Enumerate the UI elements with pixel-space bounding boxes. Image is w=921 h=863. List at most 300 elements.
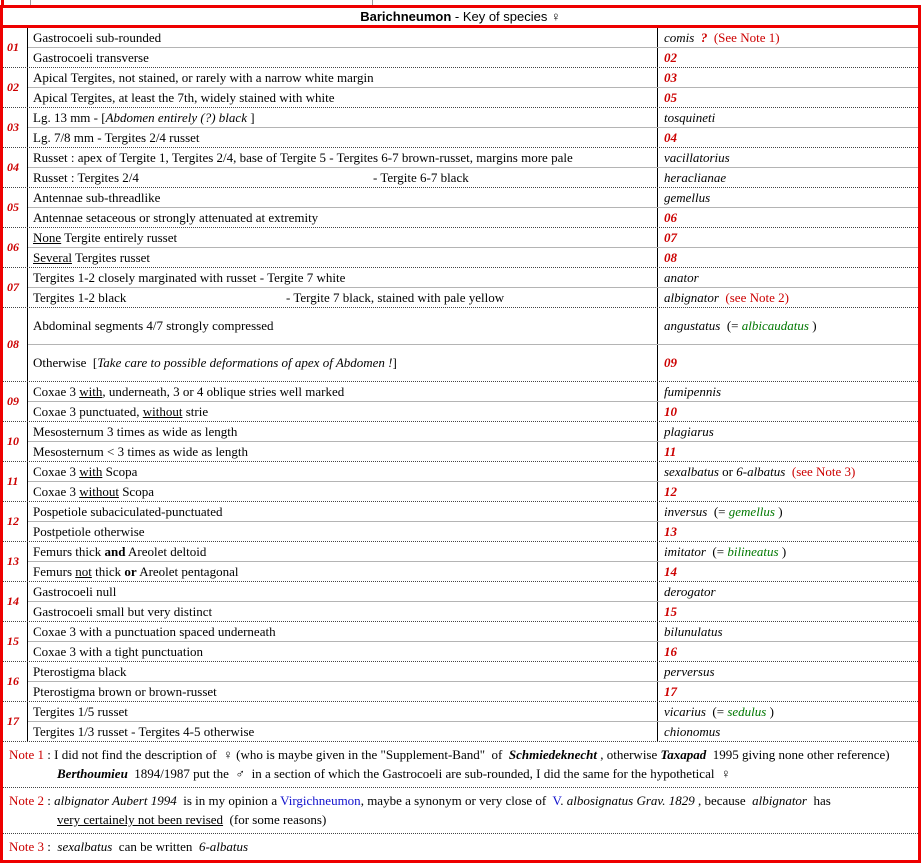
text-segment: albignator Aubert 1994: [54, 793, 177, 808]
text-segment: Russet : apex of Tergite 1, Tergites 2/4, base of Tergite 5 - Tergites 6-7 brown-russet, margins more pale: [33, 149, 573, 165]
key-row: [28, 641, 918, 661]
row-result: [658, 108, 918, 127]
text-segment: tosquineti: [664, 109, 716, 125]
text-segment: :: [44, 839, 58, 854]
couplet-number: 08: [3, 308, 28, 381]
key-couplet: [3, 622, 918, 662]
key-couplet: [3, 228, 918, 268]
text-segment: Gastrocoeli sub-rounded: [33, 29, 162, 45]
text-segment: Gastrocoeli null: [33, 583, 117, 599]
couplet-rows: [28, 622, 918, 661]
text-segment: 09: [664, 355, 677, 370]
text-segment: ): [766, 703, 774, 719]
key-couplet: [3, 108, 918, 148]
text-segment: bilineatus: [727, 543, 779, 559]
text-segment: 6-albatus: [736, 463, 786, 479]
text-segment: 02: [664, 49, 677, 65]
row-description: [28, 288, 658, 307]
text-segment: 08: [664, 249, 677, 265]
row-result: [658, 682, 918, 701]
text-segment: 05: [664, 89, 677, 105]
row-result: [658, 462, 918, 481]
genus-name: Barichneumon: [360, 9, 452, 24]
text-segment: Scopa: [102, 463, 138, 479]
key-row: [28, 622, 918, 641]
row-description: [28, 208, 658, 227]
row-result: [658, 68, 918, 87]
text-segment: or: [718, 463, 737, 479]
description-part-1: [33, 170, 373, 186]
couplet-number: 04: [3, 148, 28, 187]
text-segment: 13: [664, 523, 677, 539]
key-row: [28, 422, 918, 441]
key-row: [28, 721, 918, 741]
text-segment: Coxae 3 with a punctuation spaced underneath: [33, 623, 276, 639]
text-segment: sexalbatus: [57, 839, 113, 854]
text-segment: strie: [182, 403, 209, 419]
text-segment: with: [79, 383, 103, 399]
couplet-rows: [28, 308, 918, 381]
key-couplet: [3, 462, 918, 502]
key-row: [28, 68, 918, 87]
row-result: [658, 422, 918, 441]
text-segment: Postpetiole otherwise: [33, 523, 145, 539]
text-segment: is in my opinion a: [176, 793, 281, 808]
key-couplet: [3, 382, 918, 422]
row-result: [658, 662, 918, 681]
text-segment: Tergites russet: [71, 249, 151, 265]
key-row: [28, 601, 918, 621]
couplet-rows: [28, 268, 918, 307]
key-row: [28, 561, 918, 581]
text-segment: 1894/1987 put the ♂ in a section of which the Gastrocoeli are sub-rounded, I did the same for the hypothetical ♀: [127, 766, 731, 781]
couplet-rows: [28, 28, 918, 67]
key-couplet: [3, 148, 918, 188]
notes-section: [3, 742, 918, 860]
text-segment: 06: [664, 209, 677, 225]
key-row: [28, 481, 918, 501]
text-segment: , otherwise: [596, 747, 661, 762]
text-segment: albosignatus Grav. 1829: [566, 793, 695, 808]
row-description: [28, 482, 658, 501]
text-segment: derogator: [664, 583, 716, 599]
text-segment: Pterostigma brown or brown-russet: [33, 683, 217, 699]
text-segment: ): [778, 543, 787, 559]
couplet-number: 10: [3, 422, 28, 461]
couplet-number: 01: [3, 28, 28, 67]
text-segment: Mesosternum < 3 times as wide as length: [33, 443, 248, 459]
key-row: [28, 108, 918, 127]
couplet-rows: [28, 148, 918, 187]
text-segment: 6-albatus: [198, 839, 249, 854]
row-description: [28, 108, 658, 127]
text-segment: plagiarus: [664, 423, 714, 439]
row-description: [28, 48, 658, 67]
description-part-2: [373, 170, 469, 186]
text-segment: or: [124, 563, 137, 579]
row-result: [658, 288, 918, 307]
text-segment: vacillatorius: [664, 149, 730, 165]
couplet-number: 14: [3, 582, 28, 621]
row-description: [28, 128, 658, 147]
text-segment: 17: [664, 683, 677, 699]
text-segment: albignator: [664, 289, 719, 305]
couplet-number: 06: [3, 228, 28, 267]
note-line: [9, 764, 914, 783]
note-label: Note 1: [9, 747, 45, 762]
text-segment: 16: [664, 643, 677, 659]
text-segment: Femurs: [33, 563, 76, 579]
row-result: [658, 442, 918, 461]
row-result: [658, 562, 918, 581]
text-segment: 15: [664, 603, 677, 619]
couplet-rows: [28, 382, 918, 421]
row-description: [28, 168, 658, 187]
row-result: [658, 602, 918, 621]
key-couplet: [3, 28, 918, 68]
text-segment: 11: [664, 443, 677, 459]
row-result: [658, 402, 918, 421]
text-segment: Gastrocoeli transverse: [33, 49, 149, 65]
couplet-rows: [28, 502, 918, 541]
row-description: [28, 68, 658, 87]
text-segment: 14: [664, 563, 677, 579]
page-title: [3, 8, 918, 28]
text-segment: Berthoumieu: [57, 766, 128, 781]
row-description: [28, 522, 658, 541]
row-description: [28, 422, 658, 441]
text-segment: Otherwise [: [33, 355, 98, 370]
key-couplet: [3, 422, 918, 462]
text-segment: Pterostigma black: [33, 663, 127, 679]
key-row: [28, 247, 918, 267]
note-label: Note 3: [9, 839, 45, 854]
text-segment: Tergites 1-2 closely marginated with russet - Tergite 7 white: [33, 269, 346, 285]
text-segment: Apical Tergites, at least the 7th, widely stained with white: [33, 89, 335, 105]
key-row: [28, 127, 918, 147]
row-result: [658, 88, 918, 107]
text-segment: with: [79, 463, 103, 479]
row-description: [28, 382, 658, 401]
key-row: [28, 441, 918, 461]
row-result: [658, 622, 918, 641]
key-row: [28, 502, 918, 521]
couplet-number: 12: [3, 502, 28, 541]
text-segment: Virgichneumon: [280, 793, 361, 808]
text-segment: 07: [664, 229, 677, 245]
couplet-number: 09: [3, 382, 28, 421]
key-row: [28, 681, 918, 701]
note-line: [9, 810, 914, 829]
text-segment: Gastrocoeli small but very distinct: [33, 603, 213, 619]
text-segment: Scopa: [118, 483, 154, 499]
key-couplet: [3, 582, 918, 622]
key-couplet: [3, 702, 918, 742]
text-segment: ]: [392, 355, 397, 370]
text-segment: Pospetiole subaciculated-punctuated: [33, 503, 223, 519]
row-description: [28, 28, 658, 47]
text-segment: , because: [694, 793, 753, 808]
text-segment: fumipennis: [664, 383, 722, 399]
text-segment: Coxae 3 with a tight punctuation: [33, 643, 204, 659]
couplet-rows: [28, 462, 918, 501]
couplet-rows: [28, 582, 918, 621]
key-table: [0, 5, 921, 863]
text-segment: angustatus: [664, 318, 721, 333]
note-row: [3, 834, 918, 860]
text-segment: Coxae 3: [33, 483, 80, 499]
text-segment: , underneath, 3 or 4 oblique stries well marked: [102, 383, 345, 399]
row-description: [28, 228, 658, 247]
row-result: [658, 128, 918, 147]
row-result: [658, 642, 918, 661]
text-segment: Take care to possible deformations of apex of Abdomen !: [97, 355, 393, 370]
text-segment: Tergites 1/5 russet: [33, 703, 128, 719]
couplet-number: 13: [3, 542, 28, 581]
couplet-rows: [28, 662, 918, 701]
key-couplet: [3, 308, 918, 382]
row-description: [28, 502, 658, 521]
text-segment: without: [79, 483, 119, 499]
text-segment: Antennae sub-threadlike: [33, 189, 161, 205]
key-row: [28, 521, 918, 541]
key-couplet: [3, 662, 918, 702]
text-segment: thick: [91, 563, 125, 579]
couplet-rows: [28, 228, 918, 267]
text-segment: Schmiedeknecht: [508, 747, 597, 762]
sliver-column-line-2: [372, 0, 373, 5]
text-segment: sexalbatus: [664, 463, 719, 479]
row-result: [658, 702, 918, 721]
couplet-number: 03: [3, 108, 28, 147]
row-description: [28, 682, 658, 701]
key-row: [28, 662, 918, 681]
row-result: [658, 148, 918, 167]
key-row: [28, 87, 918, 107]
couplet-rows: [28, 542, 918, 581]
note-label: Note 2: [9, 793, 45, 808]
row-result: [658, 502, 918, 521]
row-description: [28, 462, 658, 481]
row-description: [28, 188, 658, 207]
text-segment: vicarius: [664, 703, 706, 719]
row-description: [28, 248, 658, 267]
text-segment: :: [44, 793, 55, 808]
key-couplet: [3, 268, 918, 308]
text-segment: ]: [246, 109, 255, 125]
couplet-number: 11: [3, 462, 28, 501]
text-segment: bilunulatus: [664, 623, 723, 639]
couplet-rows: [28, 188, 918, 227]
key-row: [28, 401, 918, 421]
text-segment: ): [774, 503, 783, 519]
text-segment: V: [552, 793, 561, 808]
text-segment: Areolet deltoid: [125, 543, 207, 559]
couplet-number: 05: [3, 188, 28, 227]
text-segment: gemellus: [728, 503, 775, 519]
text-segment: perversus: [664, 663, 715, 679]
text-segment: 03: [664, 69, 677, 85]
text-segment: and: [104, 543, 126, 559]
text-segment: Taxapad: [660, 747, 707, 762]
text-segment: heraclianae: [664, 169, 727, 185]
key-row: [28, 47, 918, 67]
key-couplet: [3, 68, 918, 108]
text-segment: (see Note 3): [785, 463, 856, 479]
text-segment: 10: [664, 403, 677, 419]
text-segment: inversus: [664, 503, 708, 519]
row-description: [28, 542, 658, 561]
key-body: [3, 28, 918, 742]
text-segment: - Tergite 7 black, stained with pale yellow: [286, 289, 505, 305]
text-segment: : I did not find the description of ♀ (who is maybe given in the "Supplement-Band" of: [44, 747, 509, 762]
text-segment: not: [75, 563, 92, 579]
couplet-number: 15: [3, 622, 28, 661]
text-segment: Lg. 7/8 mm - Tergites 2/4 russet: [33, 129, 200, 145]
text-segment: Tergites 1-2 black: [33, 289, 127, 305]
description-part-2: [286, 290, 504, 306]
row-description: [28, 702, 658, 721]
title-rest: - Key of species ♀: [451, 9, 561, 24]
sliver-column-line: [30, 0, 31, 5]
text-segment: - Tergite 6-7 black: [373, 169, 469, 185]
row-description: [28, 402, 658, 421]
note-row: [3, 788, 918, 834]
key-row: [28, 167, 918, 187]
key-couplet: [3, 188, 918, 228]
text-segment: sedulus: [727, 703, 767, 719]
row-result: [658, 582, 918, 601]
couplet-number: 16: [3, 662, 28, 701]
text-segment: (for some reasons): [223, 812, 327, 827]
text-segment: (see Note 2): [718, 289, 789, 305]
text-segment: Areolet pentagonal: [136, 563, 239, 579]
row-result: [658, 542, 918, 561]
text-segment: (=: [705, 703, 728, 719]
couplet-number: 07: [3, 268, 28, 307]
couplet-number: 17: [3, 702, 28, 741]
text-segment: , maybe a synonym or very close of: [360, 793, 553, 808]
key-row: [28, 287, 918, 307]
note-row: [3, 742, 918, 788]
text-segment: comis: [664, 29, 695, 45]
key-row: [28, 28, 918, 47]
row-description: [28, 562, 658, 581]
text-segment: Tergites 1/3 russet - Tergites 4-5 otherwise: [33, 723, 255, 739]
row-description: [28, 308, 658, 344]
text-segment: imitator: [664, 543, 706, 559]
text-segment: (=: [720, 318, 742, 333]
note-line: [9, 837, 914, 856]
description-part-1: [33, 290, 286, 306]
row-result: [658, 345, 918, 381]
key-row: [28, 228, 918, 247]
text-segment: albignator: [752, 793, 807, 808]
row-description: [28, 442, 658, 461]
text-segment: very certainely not been revised: [57, 812, 224, 827]
row-description: [28, 345, 658, 381]
key-row: [28, 344, 918, 381]
text-segment: .: [560, 793, 567, 808]
key-row: [28, 462, 918, 481]
row-result: [658, 228, 918, 247]
key-row: [28, 542, 918, 561]
row-result: [658, 722, 918, 741]
text-segment: Coxae 3: [33, 383, 80, 399]
text-segment: Several: [33, 249, 72, 265]
key-row: [28, 382, 918, 401]
text-segment: Russet : Tergites 2/4: [33, 169, 139, 185]
text-segment: can be written: [112, 839, 199, 854]
key-row: [28, 148, 918, 167]
note-line: [9, 745, 914, 764]
text-segment: Abdominal segments 4/7 strongly compressed: [33, 318, 274, 333]
row-description: [28, 582, 658, 601]
couplet-rows: [28, 108, 918, 147]
couplet-rows: [28, 68, 918, 107]
row-description: [28, 722, 658, 741]
row-result: [658, 482, 918, 501]
row-description: [28, 148, 658, 167]
text-segment: Coxae 3: [33, 463, 80, 479]
text-segment: Femurs thick: [33, 543, 105, 559]
text-segment: Mesosternum 3 times as wide as length: [33, 423, 238, 439]
key-row: [28, 268, 918, 287]
row-result: [658, 28, 918, 47]
text-segment: anator: [664, 269, 699, 285]
key-row: [28, 582, 918, 601]
text-segment: without: [142, 403, 183, 419]
text-segment: Lg. 13 mm - [: [33, 109, 106, 125]
text-segment: 04: [664, 129, 677, 145]
text-segment: (=: [707, 503, 729, 519]
row-result: [658, 248, 918, 267]
text-segment: (=: [705, 543, 728, 559]
row-result: [658, 382, 918, 401]
text-segment: Coxae 3 punctuated,: [33, 403, 143, 419]
row-result: [658, 168, 918, 187]
previous-table-sliver: [0, 0, 921, 5]
text-segment: albicaudatus: [741, 318, 809, 333]
row-result: [658, 522, 918, 541]
couplet-rows: [28, 422, 918, 461]
text-segment: Tergite entirely russet: [61, 229, 178, 245]
key-row: [28, 702, 918, 721]
key-couplet: [3, 502, 918, 542]
couplet-number: 02: [3, 68, 28, 107]
row-result: [658, 188, 918, 207]
text-segment: ?: [700, 29, 708, 45]
text-segment: 1995 giving none other reference): [706, 747, 890, 762]
text-segment: gemellus: [664, 189, 711, 205]
couplet-rows: [28, 702, 918, 741]
key-row: [28, 308, 918, 344]
row-description: [28, 602, 658, 621]
row-result: [658, 308, 918, 344]
row-description: [28, 88, 658, 107]
note-line: [9, 791, 914, 810]
key-row: [28, 207, 918, 227]
text-segment: Apical Tergites, not stained, or rarely with a narrow white margin: [33, 69, 374, 85]
text-segment: has: [807, 793, 831, 808]
sliver-red-border: [1, 0, 4, 5]
text-segment: ): [808, 318, 817, 333]
row-description: [28, 268, 658, 287]
row-description: [28, 642, 658, 661]
row-result: [658, 48, 918, 67]
text-segment: (See Note 1): [707, 29, 780, 45]
text-segment: Antennae setaceous or strongly attenuated at extremity: [33, 209, 319, 225]
